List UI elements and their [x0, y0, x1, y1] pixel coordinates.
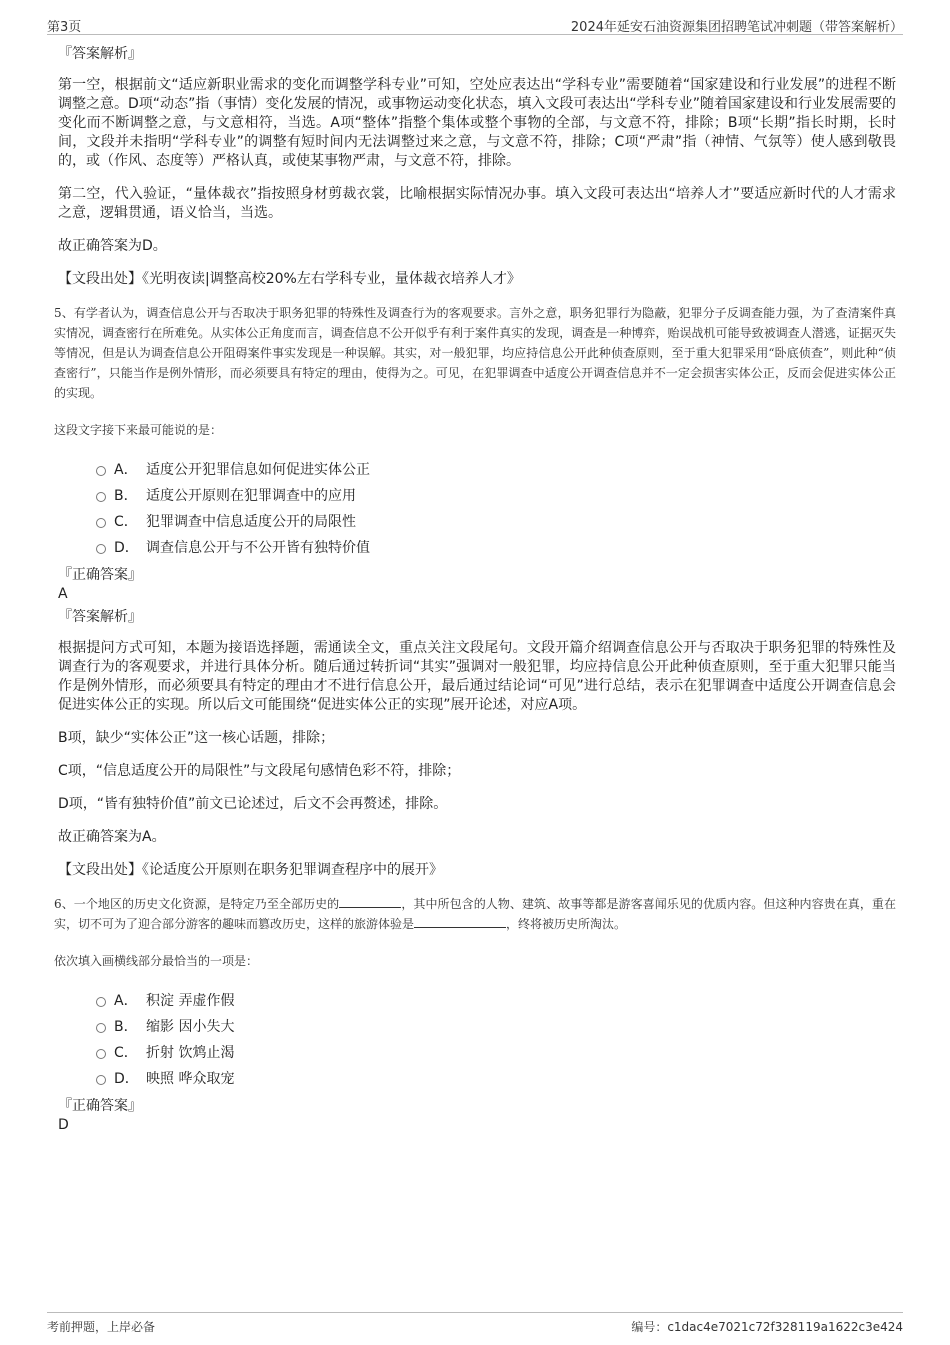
option-key: C．: [114, 514, 138, 530]
question-6-text: [54, 894, 896, 934]
footer-slogan: 考前押题，上岸必备: [47, 1320, 156, 1334]
option-a[interactable]: [96, 988, 896, 1014]
radio-icon[interactable]: [96, 492, 106, 502]
option-a[interactable]: [96, 457, 896, 483]
option-d[interactable]: [96, 1066, 896, 1092]
analysis-conclusion: 故正确答案为A。: [58, 829, 166, 845]
analysis-label: 『答案解析』: [58, 609, 142, 625]
page-footer: [47, 1312, 903, 1337]
document-code: 编号：c1dac4e7021c72f328119a1622c3e424: [631, 1320, 903, 1334]
option-key: A．: [114, 462, 138, 478]
radio-icon[interactable]: [96, 518, 106, 528]
source-citation: 【文段出处】《论适度公开原则在职务犯罪调查程序中的展开》: [58, 862, 443, 878]
question-6-text-part: ，终将被历史所淘汰。: [506, 917, 627, 931]
radio-icon[interactable]: [96, 1023, 106, 1033]
option-d[interactable]: [96, 535, 896, 561]
option-text: 调查信息公开与不公开皆有独特价值: [146, 540, 370, 556]
page-number: 第3页: [47, 20, 82, 35]
analysis-paragraph: 第一空，根据前文“适应新职业需求的变化而调整学科专业”可知，空处应表达出“学科专业”需要随着“国家建设和行业发展”的进程不断调整之意。D项“动态”指（事情）变化发展的情况，或事物运动变化状态，填入文段可表达出“学科专业”随着国家建设和行业发展需要的变化而不断调整之意，与文意相符，当选。A项“整体”指整个集体或整个事物的全部，与文意不符，排除；B项“长期”指长时期，长时间，文段并未指明“学科专业”的调整有短时间内无法调整过来之意，与文意不符，排除；C项“严肃”指（神情、气氛等）使人感到敬畏的，或（作风、态度等）严格认真，或使某事物严肃，与文意不符，排除。: [58, 77, 896, 169]
page-header: [47, 14, 903, 35]
radio-icon[interactable]: [96, 466, 106, 476]
option-key: D．: [114, 1071, 139, 1087]
analysis-paragraph: 第二空，代入验证，“量体裁衣”指按照身材剪裁衣裳，比喻根据实际情况办事。填入文段可表达出“培养人才”要适应新时代的人才需求之意，逻辑贯通，语义恰当，当选。: [58, 186, 896, 221]
analysis-paragraph: B项，缺少“实体公正”这一核心话题，排除；: [58, 730, 335, 746]
option-key: D．: [114, 540, 139, 556]
option-b[interactable]: [96, 1014, 896, 1040]
question-6-options: [96, 988, 896, 1092]
source-citation: 【文段出处】《光明夜读|调整高校20%左右学科专业，量体裁衣培养人才》: [58, 271, 521, 287]
fill-blank: [414, 915, 506, 928]
option-c[interactable]: [96, 1040, 896, 1066]
page-content: [54, 44, 896, 1138]
question-6-text-part: 6、一个地区的历史文化资源，是特定乃至全部历史的: [54, 897, 340, 911]
option-text: 缩影 因小失大: [146, 1019, 235, 1035]
analysis-label: 『答案解析』: [58, 46, 142, 62]
correct-answer-label: 『正确答案』: [58, 567, 142, 583]
analysis-conclusion: 故正确答案为D。: [58, 238, 167, 254]
radio-icon[interactable]: [96, 1049, 106, 1059]
option-key: C．: [114, 1045, 138, 1061]
question-5-text: 5、有学者认为，调查信息公开与否取决于职务犯罪的特殊性及调查行为的客观要求。言外之意，职务犯罪行为隐蔽，犯罪分子反调查能力强，为了查清案件真实情况，调查密行在所难免。从实体公正角度而言，调查信息不公开似乎有利于案件真实的发现，调查是一种博弈，贻误战机可能导致被调查人潜逃，证据灭失等情况，但是认为调查信息公开阻碍案件事实发现是一种误解。其实，对一般犯罪，均应持信息公开此种侦查原则，至于重大犯罪采用“卧底侦查”，则此种“侦查密行”，只能当作是例外情形，而必须要具有特定的理由，使得为之。可见，在犯罪调查中适度公开调查信息并不一定会损害实体公正，反而会促进实体公正的实现。: [54, 306, 896, 400]
option-text: 适度公开犯罪信息如何促进实体公正: [146, 462, 370, 478]
question-5-prompt: 这段文字接下来最可能说的是：: [54, 423, 223, 437]
correct-answer: D: [58, 1117, 69, 1133]
analysis-paragraph: 根据提问方式可知，本题为接语选择题，需通读全文，重点关注文段尾句。文段开篇介绍调查信息公开与否取决于职务犯罪的特殊性及调查行为的客观要求，并进行具体分析。随后通过转折词“其实”强调对一般犯罪，均应持信息公开此种侦查原则，至于重大犯罪只能当作是例外情形，而必须要具有特定的理由才不进行信息公开，最后通过结论词“可见”进行总结，表示在犯罪调查中适度公开调查信息会促进实体公正的实现。所以后文可能围绕“促进实体公正的实现”展开论述，对应A项。: [58, 640, 896, 713]
option-key: B．: [114, 1019, 138, 1035]
radio-icon[interactable]: [96, 997, 106, 1007]
question-6-text-part: ，其中所包含的人物、建筑、故事等都是游客喜闻乐见的优质内容。但这种内容贵在真，重在实，切不可为了迎合部分游客的趣味而篡改历史，这样的旅游体验是: [54, 897, 896, 931]
option-text: 积淀 弄虚作假: [146, 993, 235, 1009]
question-5-options: [96, 457, 896, 561]
correct-answer-label: 『正确答案』: [58, 1098, 142, 1114]
question-6-prompt: 依次填入画横线部分最恰当的一项是：: [54, 954, 259, 968]
option-text: 犯罪调查中信息适度公开的局限性: [146, 514, 356, 530]
option-b[interactable]: [96, 483, 896, 509]
radio-icon[interactable]: [96, 544, 106, 554]
option-text: 适度公开原则在犯罪调查中的应用: [146, 488, 356, 504]
option-text: 映照 哗众取宠: [146, 1071, 235, 1087]
option-key: A．: [114, 993, 138, 1009]
option-text: 折射 饮鸩止渴: [146, 1045, 235, 1061]
option-c[interactable]: [96, 509, 896, 535]
radio-icon[interactable]: [96, 1075, 106, 1085]
analysis-paragraph: D项，“皆有独特价值”前文已论述过，后文不会再赘述，排除。: [58, 796, 448, 812]
fill-blank: [339, 895, 401, 908]
document-title: 2024年延安石油资源集团招聘笔试冲刺题（带答案解析）: [570, 20, 903, 35]
option-key: B．: [114, 488, 138, 504]
analysis-paragraph: C项，“信息适度公开的局限性”与文段尾句感情色彩不符，排除；: [58, 763, 461, 779]
correct-answer: A: [58, 586, 68, 602]
